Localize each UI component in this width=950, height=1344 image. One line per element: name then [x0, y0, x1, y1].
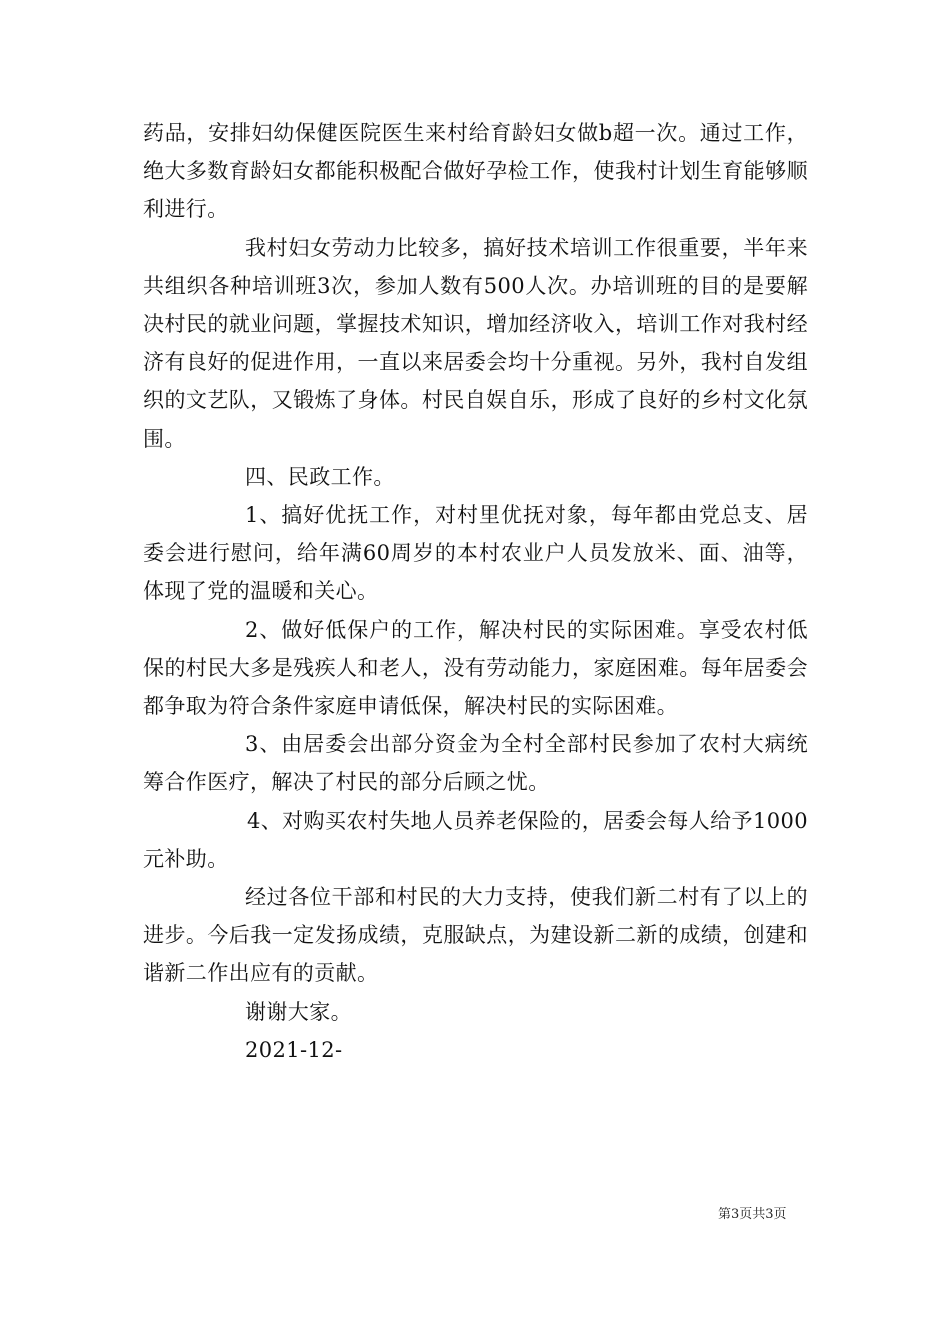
section-heading-civil-affairs: 四、民政工作。	[245, 464, 395, 489]
paragraph-item-2: 2、做好低保户的工作，解决村民的实际困难。享受农村低保的村民大多是残疾人和老人，没有劳动能力，家庭困难。每年居委会都争取为符合条件家庭申请低保，解决村民的实际困难。	[143, 617, 808, 719]
page-number-footer: 第3页共3页	[718, 1207, 787, 1222]
paragraph-training: 我村妇女劳动力比较多，搞好技术培训工作很重要，半年来共组织各种培训班3次，参加人数有500人次。办培训班的目的是要解决村民的就业问题，掌握技术知识，增加经济收入，培训工作对我村经济有良好的促进作用，一直以来居委会均十分重视。另外，我村自发组织的文艺队，又锻炼了身体。村民自娱自乐，形成了良好的乡村文化氛围。	[143, 235, 808, 451]
paragraph-item-1: 1、搞好优抚工作，对村里优抚对象，每年都由党总支、居委会进行慰问，给年满60周岁的本村农业户人员发放米、面、油等，体现了党的温暖和关心。	[143, 503, 808, 604]
paragraph-continuation: 药品，安排妇幼保健医院医生来村给育龄妇女做b超一次。通过工作，绝大多数育龄妇女都能积极配合做好孕检工作，使我村计划生育能够顺利进行。	[143, 121, 808, 222]
paragraph-conclusion: 经过各位干部和村民的大力支持，使我们新二村有了以上的进步。今后我一定发扬成绩，克服缺点，为建设新二新的成绩，创建和谐新二作出应有的贡献。	[143, 885, 808, 986]
paragraph-item-4: 4、对购买农村失地人员养老保险的，居委会每人给予1000元补助。	[143, 808, 809, 871]
document-body	[143, 114, 808, 1069]
paragraph-thanks: 谢谢大家。	[245, 999, 352, 1024]
paragraph-item-3: 3、由居委会出部分资金为全村全部村民参加了农村大病统筹合作医疗，解决了村民的部分后顾之忧。	[143, 732, 808, 795]
paragraph-date: 2021-12-	[245, 1037, 343, 1062]
